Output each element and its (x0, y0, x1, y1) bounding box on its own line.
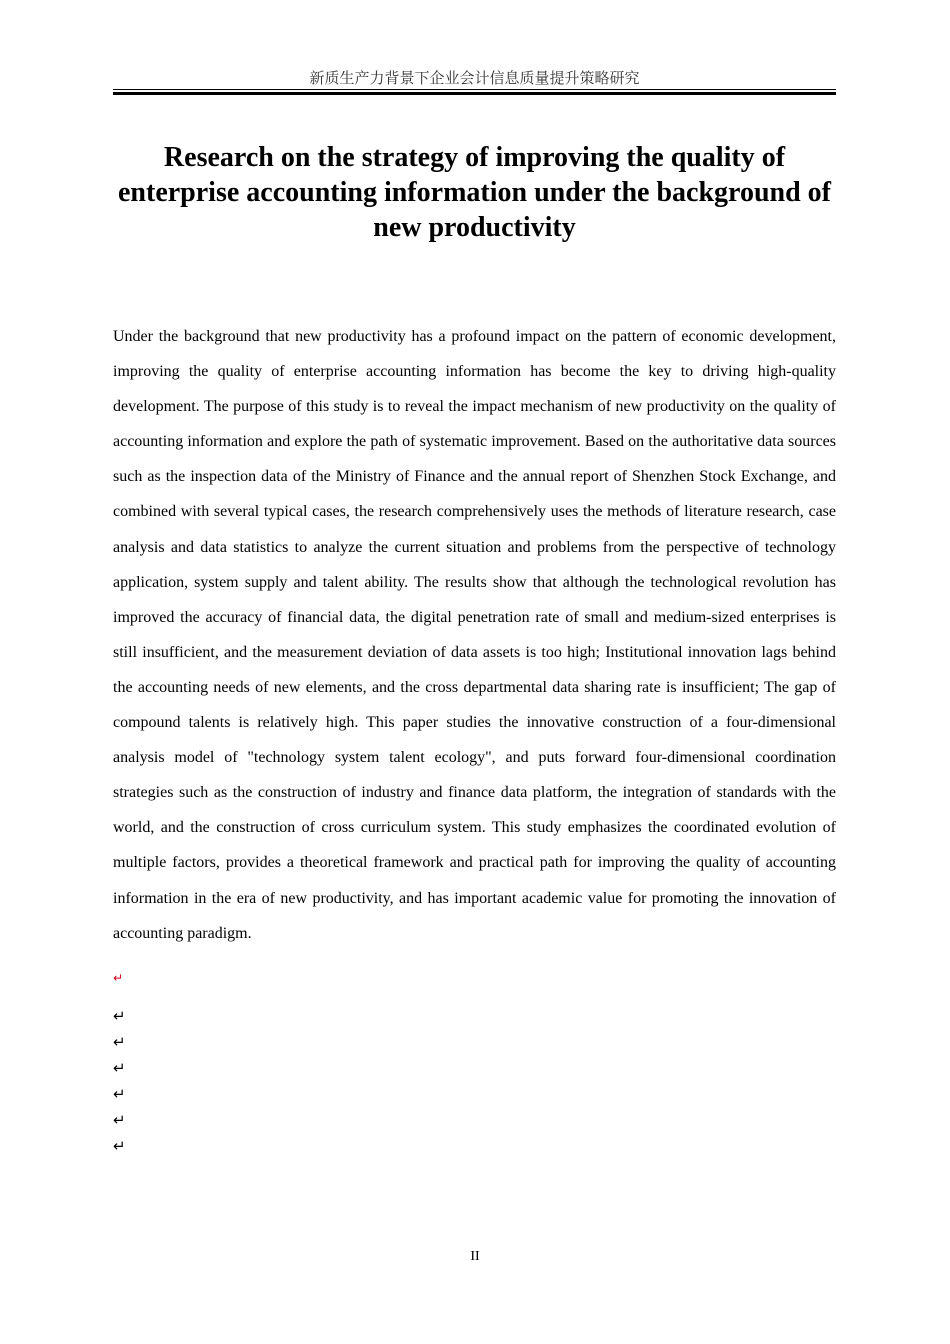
return-mark-icon: ↵ (113, 1007, 126, 1025)
return-mark-red-icon: ↵ (113, 971, 124, 985)
paper-title: Research on the strategy of improving the quality of enterprise accounting information under the background of new productivity (118, 142, 831, 243)
return-mark-icon: ↵ (113, 1085, 126, 1103)
return-mark-icon: ↵ (113, 1137, 126, 1155)
page-number: II (470, 1249, 480, 1264)
abstract-paragraph: Under the background that new productivity has a profound impact on the pattern of economic development, improving the quality of enterprise accounting information has become the key to driving high-quality development. The purpose of this study is to reveal the impact mechanism of new productivity on the quality of accounting information and explore the path of systematic improvement. Based on the authoritative data sources such as the inspection data of the Ministry of Finance and the annual report of Shenzhen Stock Exchange, and combined with several typical cases, the research comprehensively uses the methods of literature research, case analysis and data statistics to analyze the current situation and problems from the perspective of technology application, system supply and talent ability. The results show that although the technological revolution has improved the accuracy of financial data, the digital penetration rate of small and medium-sized enterprises is still insufficient, and the measurement deviation of data assets is too high; Institutional innovation lags behind the accounting needs of new elements, and the cross departmental data sharing rate is insufficient; The gap of compound talents is relatively high. This paper studies the innovative construction of a four-dimensional analysis model of "technology system talent ecology", and puts forward four-dimensional coordination strategies such as the construction of industry and finance data platform, the integration of standards with the world, and the construction of cross curriculum system. This study emphasizes the coordinated evolution of multiple factors, provides a theoretical framework and practical path for improving the quality of accounting information in the era of new productivity, and has important academic value for promoting the innovation of accounting paradigm. (113, 328, 836, 942)
return-mark-icon: ↵ (113, 1033, 126, 1051)
running-header: 新质生产力背景下企业会计信息质量提升策略研究 (309, 69, 640, 87)
return-mark-icon: ↵ (113, 1059, 126, 1077)
header-double-rule (113, 89, 836, 95)
return-mark-icon: ↵ (113, 1111, 126, 1129)
